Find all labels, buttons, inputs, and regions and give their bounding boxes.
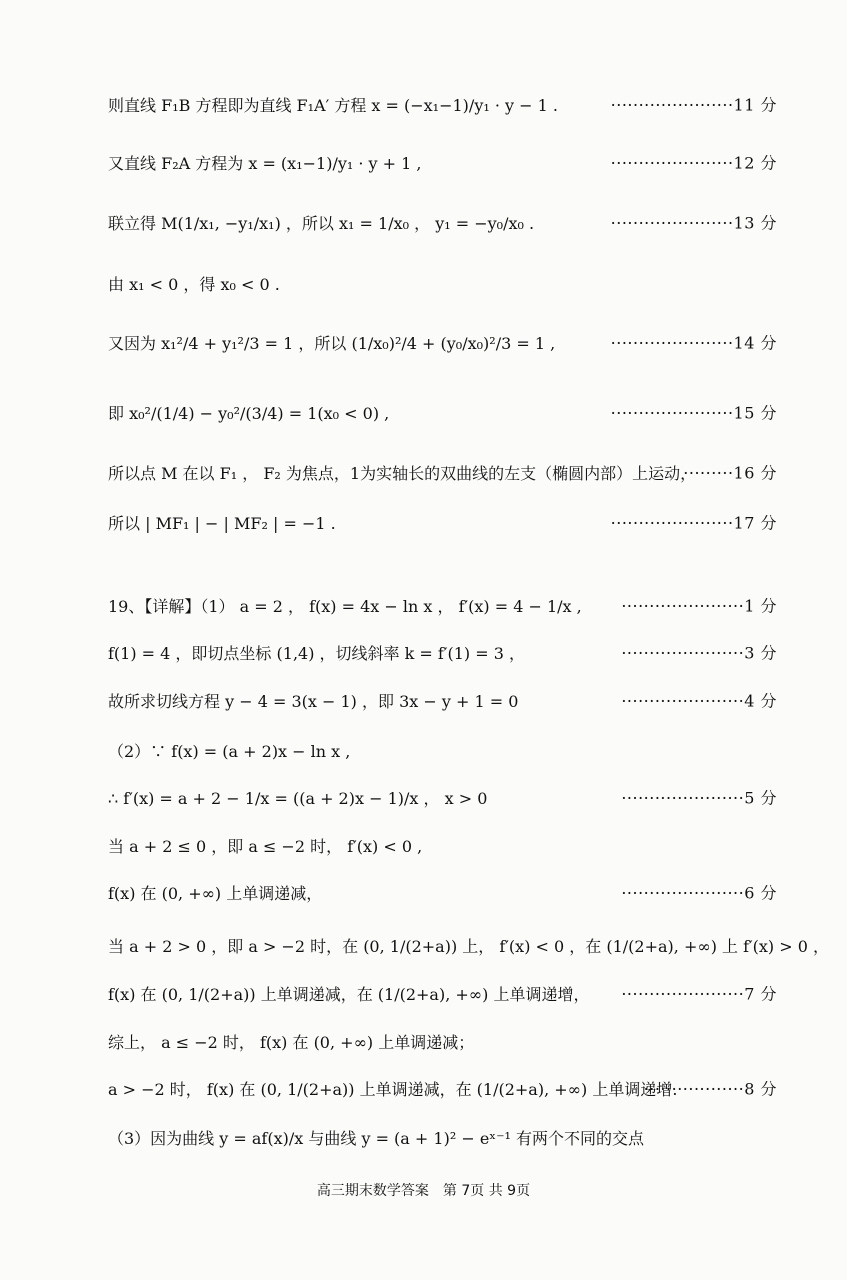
line-6-score: ······················15 分 <box>610 403 777 423</box>
line-18-text: 综上， a ≤ −2 时， f(x) 在 (0, +∞) 上单调递减； <box>108 1032 475 1052</box>
line-17-text: f(x) 在 (0, 1/(2+a)) 上单调递减，在 (1/(2+a), +∞) 上单调递增， <box>108 984 590 1004</box>
line-8-score: ······················17 分 <box>610 513 777 533</box>
line-1-text: 则直线 F₁B 方程即为直线 F₁A′ 方程 x = (−x₁−1)/y₁ · y − 1 . <box>108 95 558 115</box>
line-3-text: 联立得 M(1/x₁, −y₁/x₁) ，所以 x₁ = 1/x₀ ， y₁ = −y₀/x₀ . <box>108 213 535 233</box>
line-11 <box>108 683 777 717</box>
line-15-score: ······················6 分 <box>621 883 777 903</box>
line-5-score: ······················14 分 <box>610 333 777 353</box>
line-14 <box>108 828 777 862</box>
line-14-text: 当 a + 2 ≤ 0 ，即 a ≤ −2 时， f′(x) < 0 , <box>108 836 423 856</box>
line-20-text: （3）因为曲线 y = af(x)/x 与曲线 y = (a + 1)² − eˣ⁻¹ 有两个不同的交点 <box>108 1128 645 1148</box>
line-8 <box>108 505 777 539</box>
line-2-text: 又直线 F₂A 方程为 x = (x₁−1)/y₁ · y + 1 , <box>108 153 422 173</box>
line-18 <box>108 1024 777 1058</box>
line-4-text: 由 x₁ < 0 ，得 x₀ < 0 . <box>108 274 280 294</box>
line-17-score: ······················7 分 <box>621 984 777 1004</box>
line-17 <box>108 976 777 1010</box>
line-10 <box>108 635 777 669</box>
line-11-score: ······················4 分 <box>621 691 777 711</box>
page-footer: 高三期末数学答案 第 7页 共 9页 <box>316 1183 531 1199</box>
line-5-text: 又因为 x₁²/4 + y₁²/3 = 1 ，所以 (1/x₀)²/4 + (y₀/x₀)²/3 = 1 , <box>108 333 556 353</box>
line-16 <box>108 928 830 962</box>
line-20 <box>108 1120 777 1154</box>
line-9 <box>108 588 777 622</box>
line-15-text: f(x) 在 (0, +∞) 上单调递减， <box>108 883 323 903</box>
line-15 <box>108 875 777 909</box>
line-7-text: 所以点 M 在以 F₁ ， F₂ 为焦点，1为实轴长的双曲线的左支（椭圆内部）上运动， <box>108 463 697 483</box>
line-7-score: ·········16 分 <box>683 463 777 483</box>
line-16-text: 当 a + 2 > 0 ，即 a > −2 时，在 (0, 1/(2+a)) 上， f′(x) < 0 ，在 (1/(2+a), +∞) 上 f′(x) > 0 ， <box>108 936 830 956</box>
line-6 <box>108 395 777 429</box>
line-3 <box>108 205 777 239</box>
line-11-text: 故所求切线方程 y − 4 = 3(x − 1) ，即 3x − y + 1 = 0 <box>108 691 519 711</box>
line-12-text: （2）∵ f(x) = (a + 2)x − ln x , <box>108 741 351 761</box>
line-8-text: 所以 | MF₁ | − | MF₂ | = −1 . <box>108 513 336 533</box>
line-13-score: ······················5 分 <box>621 788 777 808</box>
line-4 <box>108 266 777 300</box>
line-9-score: ······················1 分 <box>621 596 777 616</box>
line-19-score: ··················8 分 <box>643 1079 777 1099</box>
line-9-text: 19、【详解】（1） a = 2 ， f(x) = 4x − ln x ， f′(x) = 4 − 1/x , <box>108 596 582 616</box>
line-19-text: a > −2 时， f(x) 在 (0, 1/(2+a)) 上单调递减，在 (1/(2+a), +∞) 上单调递增. <box>108 1079 678 1099</box>
line-1-score: ······················11 分 <box>610 95 777 115</box>
line-1 <box>108 87 777 121</box>
line-6-text: 即 x₀²/(1/4) − y₀²/(3/4) = 1(x₀ < 0) , <box>108 403 390 423</box>
line-10-text: f(1) = 4 ，即切点坐标 (1,4) ，切线斜率 k = f′(1) = 3 ， <box>108 643 525 663</box>
line-2 <box>108 145 777 179</box>
line-10-score: ······················3 分 <box>621 643 777 663</box>
line-2-score: ······················12 分 <box>610 153 777 173</box>
line-13 <box>108 780 777 814</box>
line-19 <box>108 1071 777 1105</box>
line-3-score: ······················13 分 <box>610 213 777 233</box>
line-12 <box>108 733 777 767</box>
line-5 <box>108 325 777 359</box>
line-7 <box>108 455 777 489</box>
line-13-text: ∴ f′(x) = a + 2 − 1/x = ((a + 2)x − 1)/x ， x > 0 <box>108 788 488 808</box>
